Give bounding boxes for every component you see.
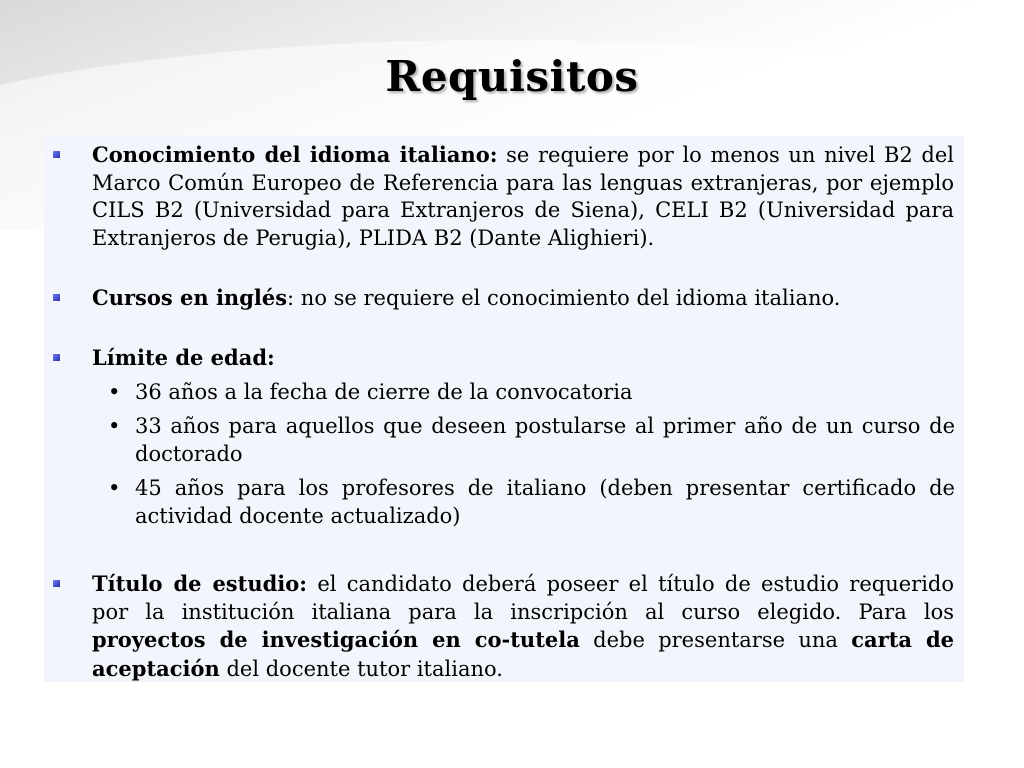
square-bullet-icon: [53, 354, 60, 361]
dot-bullet-icon: •: [108, 380, 121, 404]
item-label: Título de estudio:: [92, 571, 308, 596]
item-label: Límite de edad:: [92, 345, 275, 370]
content-box: [44, 136, 964, 682]
item-text: debe presentarse una: [579, 628, 852, 652]
item-label: Cursos en inglés: [92, 285, 288, 310]
list-item-english-courses: [92, 284, 954, 313]
square-bullet-icon: [53, 151, 60, 158]
square-bullet-icon: [53, 580, 60, 587]
slide-title: Requisitos: [385, 52, 639, 101]
sub-item: [108, 475, 955, 530]
item-text: : no se requiere el conocimiento del idioma italiano.: [287, 286, 841, 310]
dot-bullet-icon: •: [108, 414, 121, 438]
sub-item: [108, 379, 955, 407]
item-bold-text: carta de aceptación: [92, 627, 954, 681]
sub-item: [108, 413, 955, 468]
item-label: Conocimiento del idioma italiano:: [92, 142, 498, 167]
item-text: del docente tutor italiano.: [219, 656, 503, 681]
item-text: el candidato deberá poseer el título de estudio requerido por la institución italiana para la inscripción al curso elegido. Para los: [92, 572, 954, 624]
square-bullet-icon: [53, 294, 60, 301]
list-item-age-limit: [92, 344, 954, 373]
item-text: se requiere por lo menos un nivel B2 del Marco Común Europeo de Referencia para las lenguas extranjeras, por ejemplo CILS B2 (Universidad para Extranjeros de Siena), CELI B2 (Universidad para Extranjeros de Perugia), PLIDA B2 (Dante Alighieri).: [92, 143, 954, 250]
sub-item-text: 36 años a la fecha de cierre de la convocatoria: [135, 380, 633, 404]
sub-item-text: 45 años para los profesores de italiano (deben presentar certificado de actividad docente actualizado): [135, 476, 955, 528]
list-item-language: [92, 141, 954, 252]
item-bold-text: proyectos de investigación en co-tutela: [92, 627, 580, 652]
list-item-degree: [92, 570, 954, 683]
dot-bullet-icon: •: [108, 476, 121, 500]
sub-item-text: 33 años para aquellos que deseen postularse al primer año de un curso de doctorado: [135, 414, 955, 466]
